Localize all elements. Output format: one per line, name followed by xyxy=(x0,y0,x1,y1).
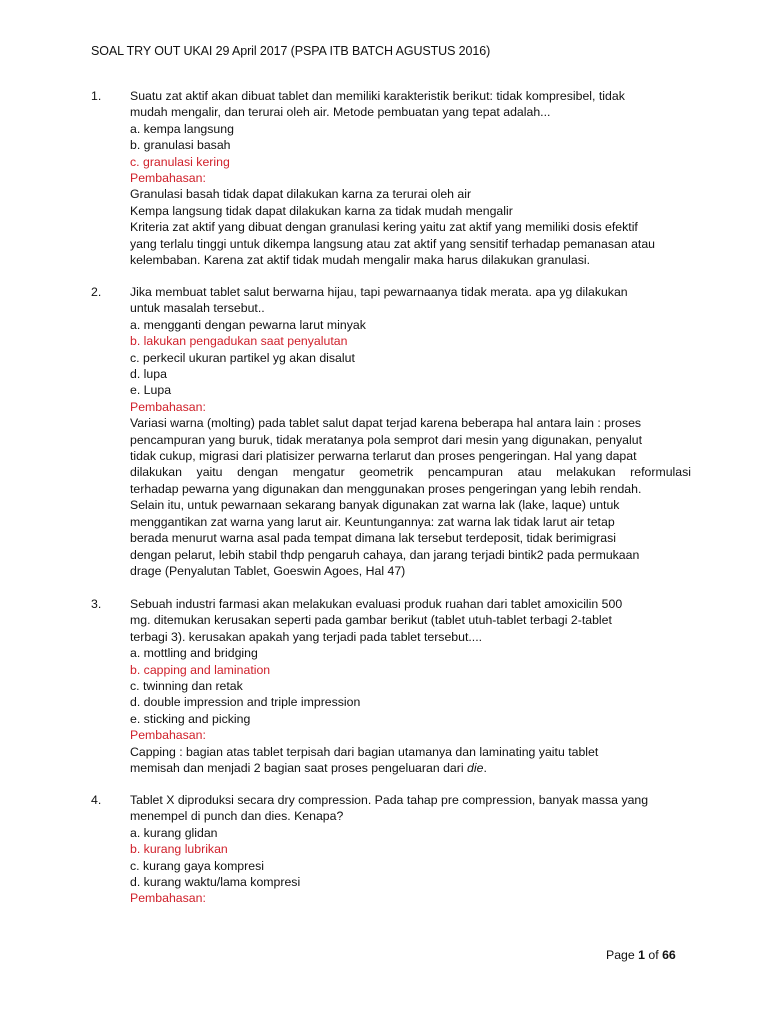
discussion-line: yang terlalu tinggi untuk dikempa langsung atau zat aktif yang sensitif terhadap pemanasan atau xyxy=(130,236,656,251)
option-a: a. mottling and bridging xyxy=(130,646,258,661)
option-e: e. Lupa xyxy=(130,383,172,398)
discussion-label: Pembahasan: xyxy=(130,891,206,906)
document-title: SOAL TRY OUT UKAI 29 April 2017 (PSPA ITB BATCH AGUSTUS 2016) xyxy=(91,44,491,58)
discussion-line: drage (Penyalutan Tablet, Goeswin Agoes, Hal 47) xyxy=(130,563,406,578)
option-b: b. granulasi basah xyxy=(130,138,231,153)
of-label: of xyxy=(648,948,659,962)
option-a: a. kurang glidan xyxy=(130,825,218,840)
question-3 xyxy=(91,596,691,776)
option-c: c. twinning dan retak xyxy=(130,679,243,694)
page-label: Page xyxy=(606,948,635,962)
question-text-line: Suatu zat aktif akan dibuat tablet dan memiliki karakteristik berikut: tidak kompresibel, tidak xyxy=(130,89,625,103)
option-b-correct-answer: b. lakukan pengadukan saat penyalutan xyxy=(130,334,348,349)
question-text-line: mg. ditemukan kerusakan seperti pada gambar berikut (tablet utuh-tablet terbagi 2-tablet xyxy=(130,613,612,628)
option-c: c. kurang gaya kompresi xyxy=(130,858,264,873)
discussion-text: memisah dan menjadi 2 bagian saat proses pengeluaran dari xyxy=(130,761,468,776)
discussion-line: berada menurut warna asal pada tempat dimana lak tersebut terdeposit, tidak berimigrasi xyxy=(130,531,616,546)
discussion-line: pencampuran yang buruk, tidak meratanya pola semprot dari mesin yang digunakan, penyalut xyxy=(130,432,642,447)
question-text-line: Sebuah industri farmasi akan melakukan evaluasi produk ruahan dari tablet amoxicilin 500 xyxy=(130,597,623,611)
discussion-line: dilakukan yaitu dengan mengatur geometrik pencampuran atau melakukan reformulasi xyxy=(130,465,691,480)
option-b-correct-answer: b. capping and lamination xyxy=(130,662,271,677)
question-4 xyxy=(91,792,691,907)
discussion-line: Kempa langsung tidak dapat dilakukan karna za tidak mudah mengalir xyxy=(130,203,513,218)
question-text-line: untuk masalah tersebut.. xyxy=(130,301,265,316)
discussion-line: menggantikan zat warna yang larut air. Keuntungannya: zat warna lak tidak larut air tetap xyxy=(130,514,615,529)
question-number: 3. xyxy=(91,597,102,611)
option-e: e. sticking and picking xyxy=(130,711,251,726)
discussion-label: Pembahasan: xyxy=(130,399,206,414)
discussion-line: Capping : bagian atas tablet terpisah dari bagian utamanya dan laminating yaitu tablet xyxy=(130,744,599,759)
question-text-line: Jika membuat tablet salut berwarna hijau, tapi pewarnaanya tidak merata. apa yg dilakukan xyxy=(130,285,628,299)
question-number: 2. xyxy=(91,285,102,299)
discussion-line: kelembaban. Karena zat aktif tidak mudah mengalir maka harus dilakukan granulasi. xyxy=(130,253,591,268)
discussion-line: Kriteria zat aktif yang dibuat dengan granulasi kering yaitu zat aktif yang memiliki dosis efektif xyxy=(130,220,638,235)
question-text-line: terbagi 3). kerusakan apakah yang terjadi pada tablet tersebut.... xyxy=(130,629,483,644)
discussion-text: . xyxy=(483,761,487,776)
discussion-line xyxy=(130,760,691,776)
option-d: d. lupa xyxy=(130,367,167,382)
option-b-correct-answer: b. kurang lubrikan xyxy=(130,842,228,857)
option-d: d. double impression and triple impression xyxy=(130,695,361,710)
question-1 xyxy=(91,88,691,268)
option-a: a. mengganti dengan pewarna larut minyak xyxy=(130,317,366,332)
discussion-line: Selain itu, untuk pewarnaan sekarang banyak digunakan zat warna lak (lake, laque) untuk xyxy=(130,498,620,513)
question-number: 4. xyxy=(91,793,102,807)
discussion-line: tidak cukup, migrasi dari platisizer perwarna terlarut dan proses pengeringan. Hal yang dapat xyxy=(130,449,637,464)
option-c: c. perkecil ukuran partikel yg akan disalut xyxy=(130,350,355,365)
question-2 xyxy=(91,284,691,579)
page-number xyxy=(606,948,676,962)
option-d: d. kurang waktu/lama kompresi xyxy=(130,875,301,890)
discussion-line: dengan pelarut, lebih stabil thdp pengaruh cahaya, dan jarang terjadi bintik2 pada permukaan xyxy=(130,547,640,562)
discussion-line: Granulasi basah tidak dapat dilakukan karna za terurai oleh air xyxy=(130,187,472,202)
question-number: 1. xyxy=(91,89,102,103)
discussion-italic-term: die xyxy=(467,761,484,776)
question-text-line: menempel di punch dan dies. Kenapa? xyxy=(130,809,344,824)
discussion-line: Variasi warna (molting) pada tablet salut dapat terjad karena beberapa hal antara lain : proses xyxy=(130,416,642,431)
page-total: 66 xyxy=(662,948,676,962)
option-a: a. kempa langsung xyxy=(130,121,234,136)
discussion-label: Pembahasan: xyxy=(130,171,206,186)
question-text-line: Tablet X diproduksi secara dry compression. Pada tahap pre compression, banyak massa yang xyxy=(130,793,649,807)
discussion-label: Pembahasan: xyxy=(130,728,206,743)
discussion-line: terhadap pewarna yang digunakan dan menggunakan proses pengeringan yang lebih rendah. xyxy=(130,481,642,496)
page-current: 1 xyxy=(638,948,645,962)
option-c-correct-answer: c. granulasi kering xyxy=(130,154,230,169)
question-text-line: mudah mengalir, dan terurai oleh air. Metode pembuatan yang tepat adalah... xyxy=(130,105,551,120)
